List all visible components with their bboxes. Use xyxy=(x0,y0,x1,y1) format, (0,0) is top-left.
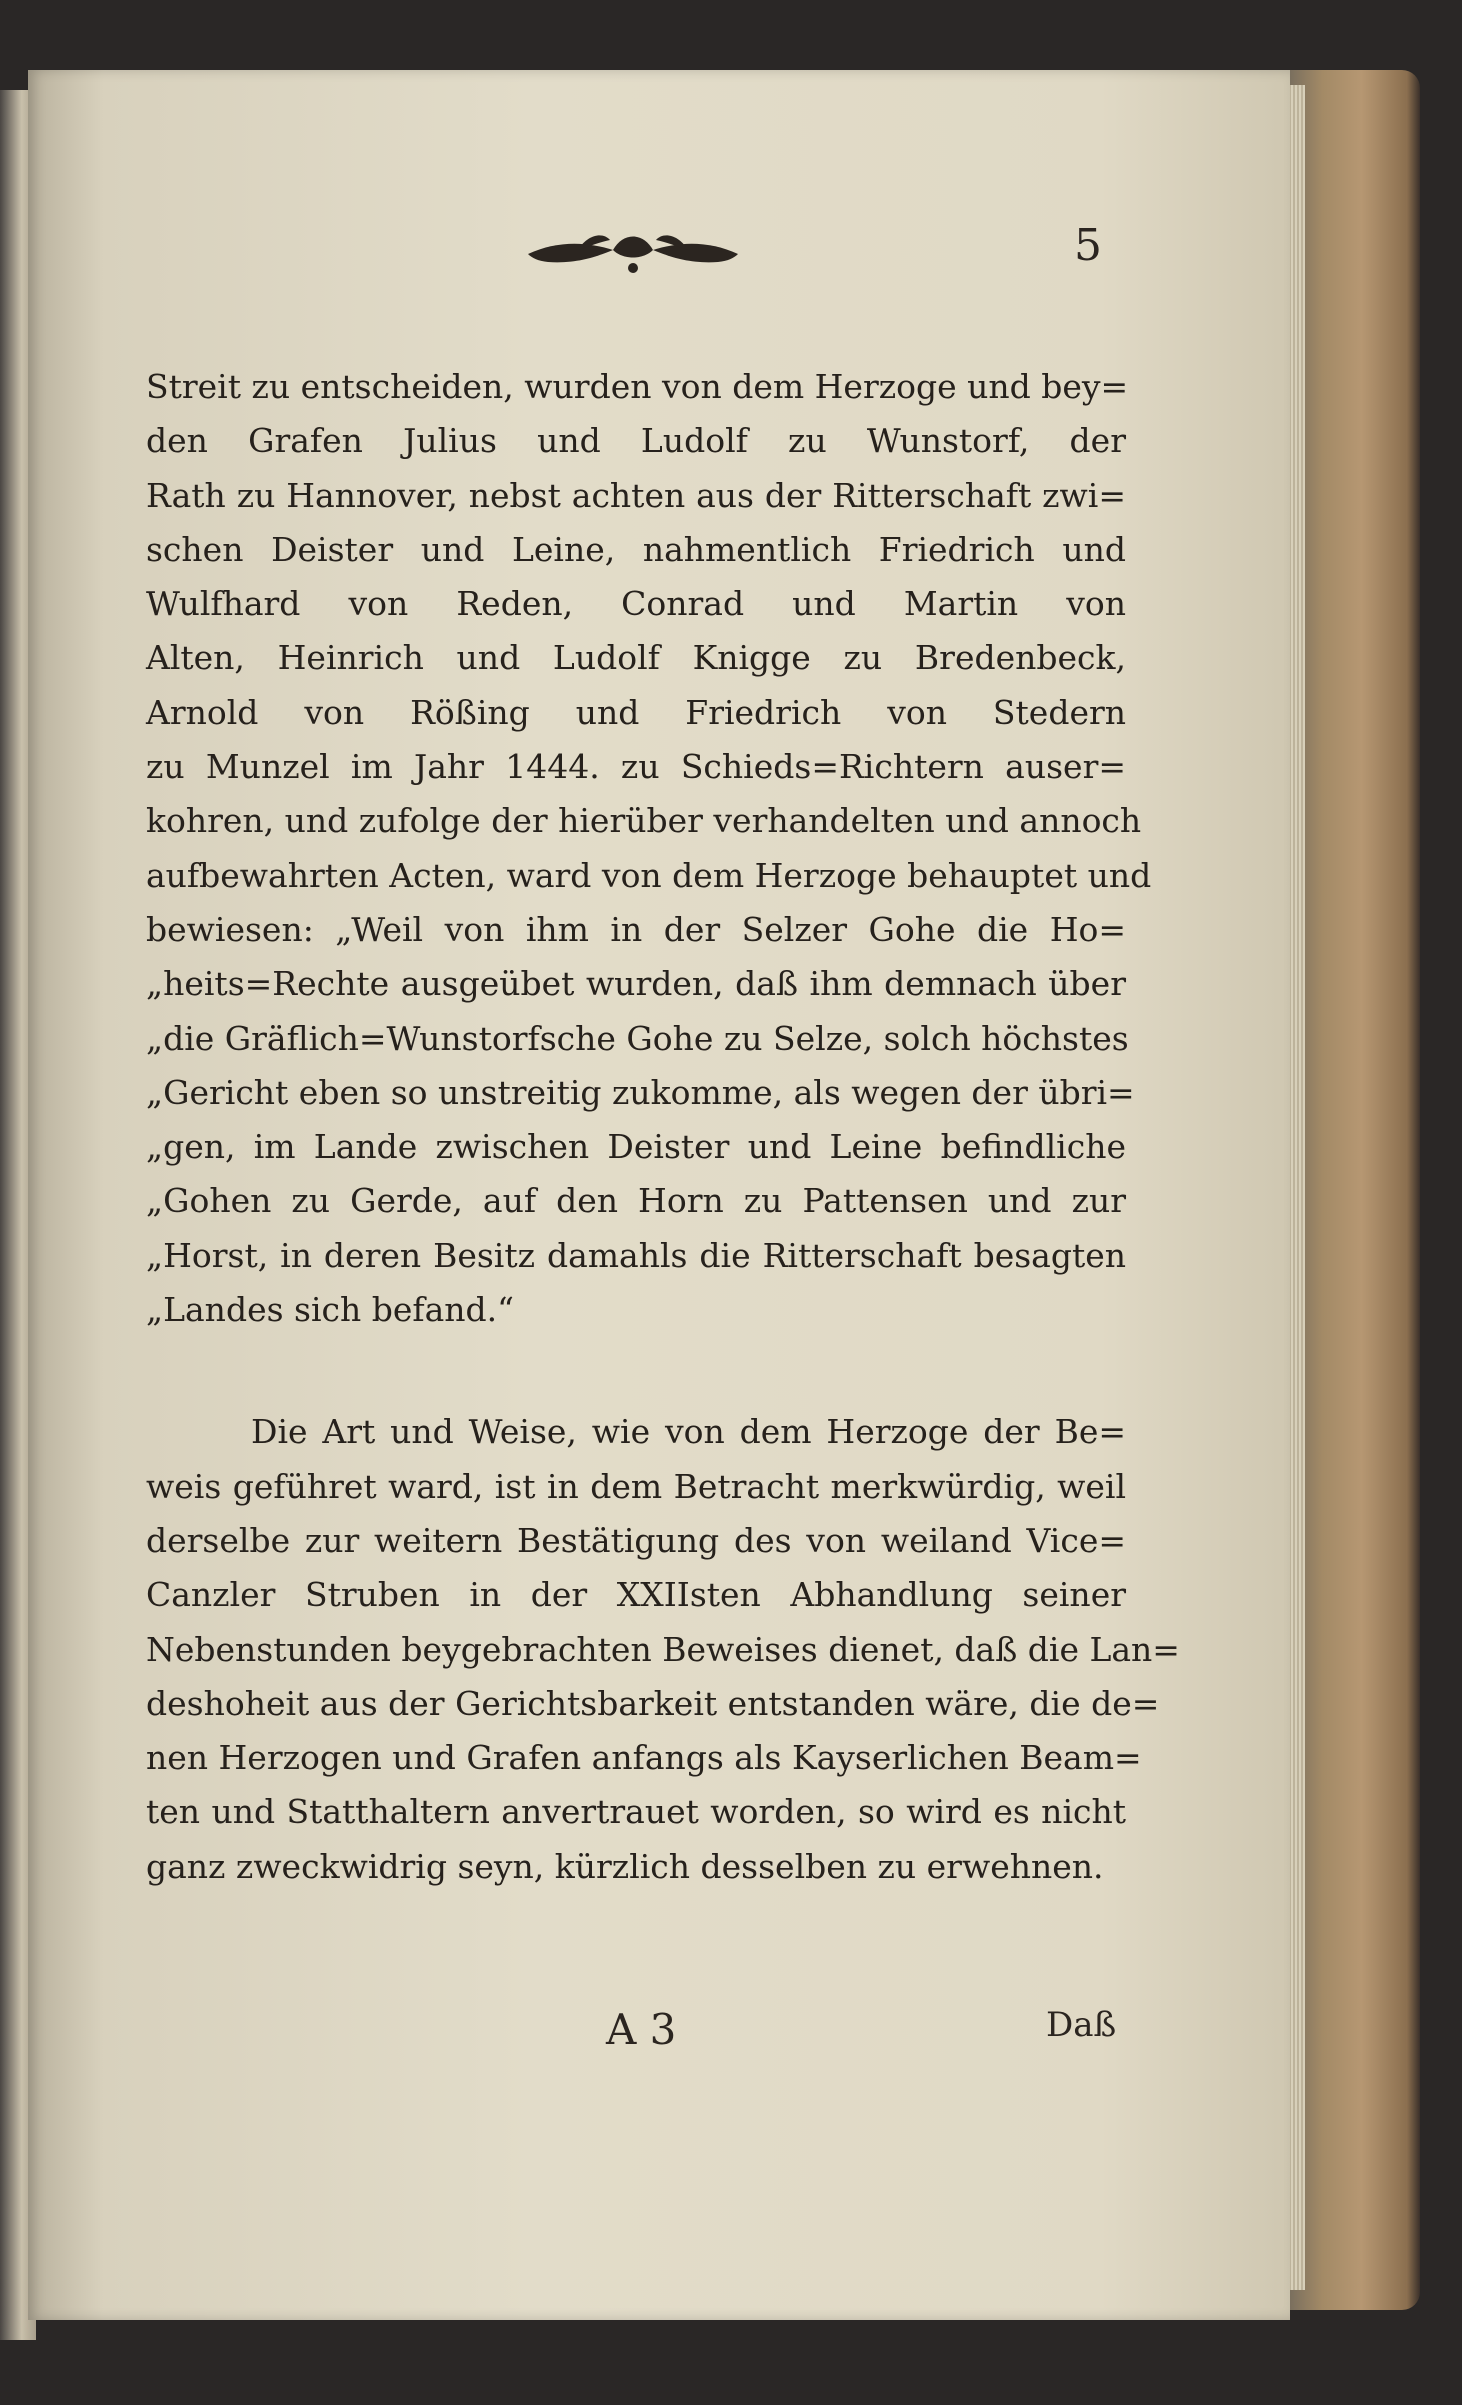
text-line: „Landes sich befand.“ xyxy=(146,1290,515,1330)
text-line: Streit zu entscheiden, wurden von dem Herzoge und bey= xyxy=(146,367,1129,406)
text-line: aufbewahrten Acten, ward von dem Herzoge behauptet und xyxy=(146,855,1152,895)
page-number: 5 xyxy=(1074,220,1102,271)
text-line: deshoheit aus der Gerichtsbarkeit entstanden wäre, die de= xyxy=(146,1683,1160,1723)
signature-mark: A 3 xyxy=(606,2005,677,2054)
text-line: weis geführet ward, ist in dem Betracht merkwürdig, weil xyxy=(146,1466,1126,1506)
text-line: „die Gräflich=Wunstorfsche Gohe zu Selze, solch höchstes xyxy=(146,1018,1129,1058)
text-line: „gen, im Lande zwischen Deister und Leine befindliche xyxy=(146,1127,1126,1167)
catchword: Daß xyxy=(1046,2005,1117,2045)
text-line: den Grafen Julius und Ludolf zu Wunstorf, der xyxy=(146,421,1126,461)
paragraph-2 xyxy=(146,1405,1180,1894)
paragraph-1 xyxy=(146,360,1152,1337)
paragraph-gap xyxy=(146,1337,1126,1405)
text-line: Arnold von Rößing und Friedrich von Stedern xyxy=(146,692,1126,732)
text-line: „Horst, in deren Besitz damahls die Ritterschaft besagten xyxy=(146,1235,1126,1275)
text-line: Wulfhard von Reden, Conrad und Martin von xyxy=(146,584,1126,624)
text-line: kohren, und zufolge der hierüber verhandelten und annoch xyxy=(146,801,1142,841)
body-text xyxy=(146,360,1180,1894)
text-line: Nebenstunden beygebrachten Beweises dienet, daß die Lan= xyxy=(146,1629,1180,1669)
text-line: „Gohen zu Gerde, auf den Horn zu Pattensen und zur xyxy=(146,1181,1126,1221)
text-line: Die Art und Weise, wie von dem Herzoge der Be= xyxy=(251,1412,1126,1452)
text-line: Rath zu Hannover, nebst achten aus der Ritterschaft zwi= xyxy=(146,475,1126,515)
text-line: Alten, Heinrich und Ludolf Knigge zu Bredenbeck, xyxy=(146,638,1126,678)
text-line: bewiesen: „Weil von ihm in der Selzer Gohe die Ho= xyxy=(146,909,1126,949)
text-line: zu Munzel im Jahr 1444. zu Schieds=Richtern auser= xyxy=(146,747,1126,787)
book-page xyxy=(28,70,1290,2320)
book-cover-edge xyxy=(1290,70,1420,2310)
vignette-ornament-icon xyxy=(518,220,748,284)
text-line: ganz zweckwidrig seyn, kürzlich desselben zu erwehnen. xyxy=(146,1846,1104,1886)
text-line: „heits=Rechte ausgeübet wurden, daß ihm demnach über xyxy=(146,964,1126,1004)
text-line: Canzler Struben in der XXIIsten Abhandlung seiner xyxy=(146,1575,1126,1615)
text-line: nen Herzogen und Grafen anfangs als Kayserlichen Beam= xyxy=(146,1738,1142,1778)
text-line: schen Deister und Leine, nahmentlich Friedrich und xyxy=(146,529,1126,569)
text-line: „Gericht eben so unstreitig zukomme, als wegen der übri= xyxy=(146,1072,1135,1112)
text-line: derselbe zur weitern Bestätigung des von weiland Vice= xyxy=(146,1520,1126,1560)
text-line: ten und Statthaltern anvertrauet worden, so wird es nicht xyxy=(146,1792,1126,1832)
